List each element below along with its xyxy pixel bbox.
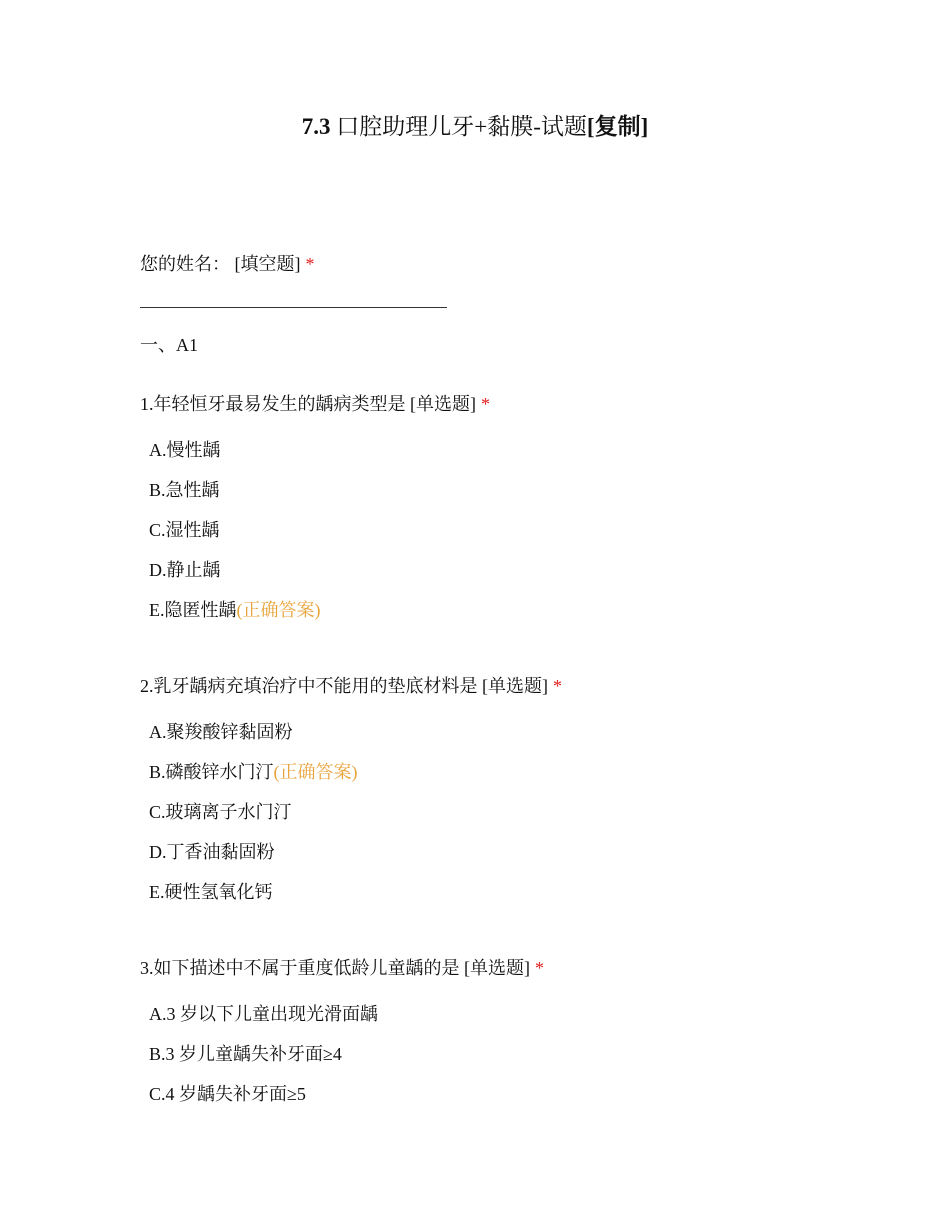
option-2d[interactable]: D.丁香油黏固粉: [149, 842, 275, 862]
option-1d[interactable]: D.静止龋: [149, 560, 221, 580]
option-3b[interactable]: B.3 岁儿童龋失补牙面≥4: [149, 1044, 342, 1064]
page-title: [0, 112, 950, 142]
option-1e[interactable]: E.隐匿性龋(正确答案): [149, 600, 321, 620]
question-text: 3.如下描述中不属于重度低龄儿童龋的是: [140, 958, 460, 978]
question-text: 1.年轻恒牙最易发生的龋病类型是: [140, 394, 406, 414]
question-type-tag: [单选题]: [482, 676, 548, 696]
option-3c[interactable]: C.4 岁龋失补牙面≥5: [149, 1084, 306, 1104]
question-type-tag: [单选题]: [464, 958, 530, 978]
question-text: 2.乳牙龋病充填治疗中不能用的垫底材料是: [140, 676, 478, 696]
option-1c[interactable]: C.湿性龋: [149, 520, 220, 540]
option-3a[interactable]: A.3 岁以下儿童出现光滑面龋: [149, 1004, 378, 1024]
option-2b[interactable]: B.磷酸锌水门汀(正确答案): [149, 762, 358, 782]
option-2e[interactable]: E.硬性氢氧化钙: [149, 882, 273, 902]
question-2: [140, 674, 562, 698]
title-text: 口腔助理儿牙+黏膜-试题: [336, 114, 587, 139]
required-mark: *: [481, 394, 490, 414]
option-1b[interactable]: B.急性龋: [149, 480, 220, 500]
option-1a[interactable]: A.慢性龋: [149, 440, 221, 460]
question-3: [140, 956, 544, 980]
name-label: 您的姓名：: [140, 254, 230, 274]
required-mark: *: [553, 676, 562, 696]
correct-answer-label: (正确答案): [236, 600, 321, 620]
question-type-tag: [单选题]: [410, 394, 476, 414]
name-type-tag: [填空题]: [234, 254, 301, 274]
option-2a[interactable]: A.聚羧酸锌黏固粉: [149, 722, 293, 742]
title-number: 7.3: [301, 114, 331, 139]
name-input-line[interactable]: [140, 307, 447, 308]
section-heading: 一、A1: [140, 335, 198, 355]
title-suffix: [复制]: [586, 114, 649, 139]
correct-answer-label: (正确答案): [273, 762, 358, 782]
question-1: [140, 392, 490, 416]
name-question: [140, 252, 315, 276]
required-mark: *: [535, 958, 544, 978]
option-2c[interactable]: C.玻璃离子水门汀: [149, 802, 292, 822]
required-mark: *: [305, 254, 315, 274]
